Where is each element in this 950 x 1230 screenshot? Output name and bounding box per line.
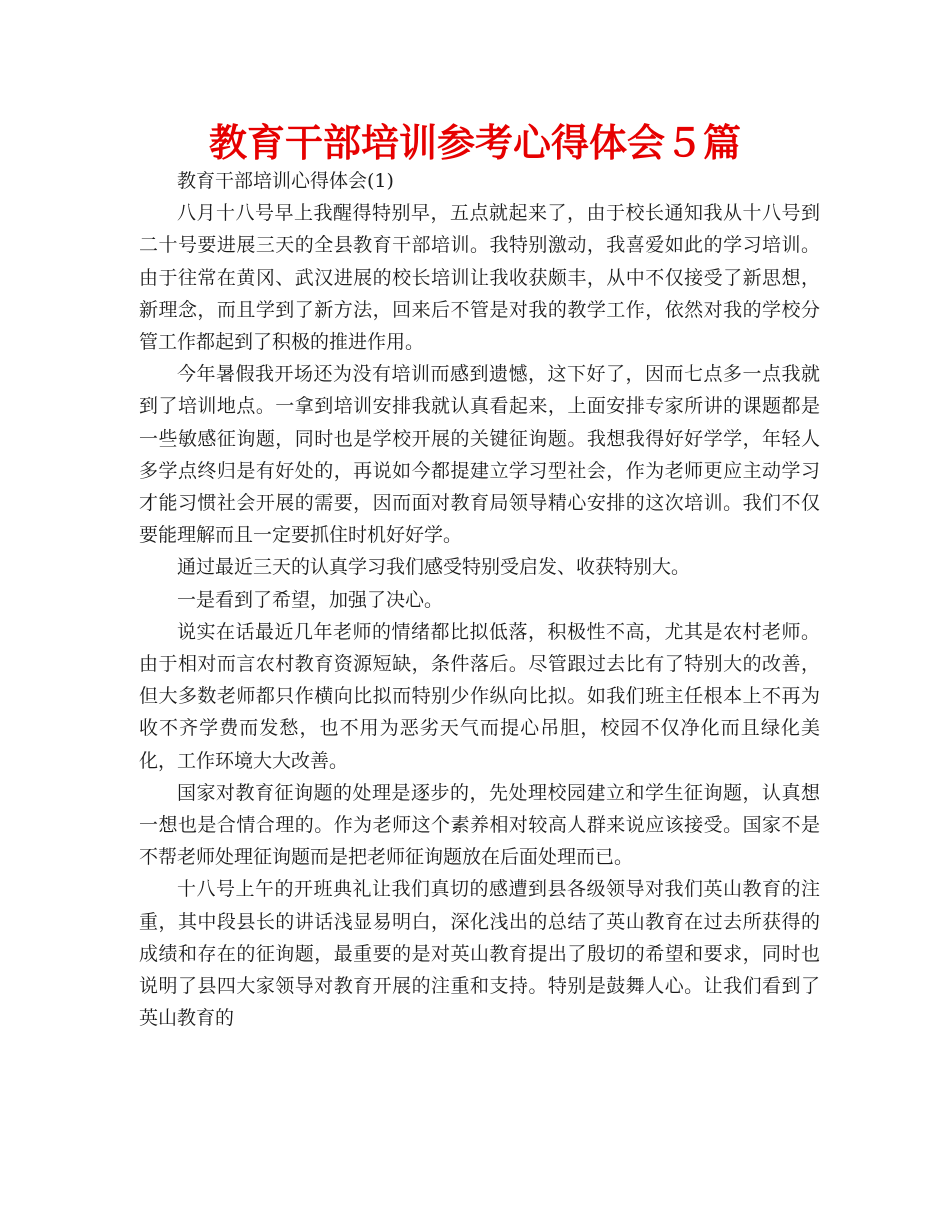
document-title: 教育干部培训参考心得体会５篇 <box>208 121 741 165</box>
paragraph: 通过最近三天的认真学习我们感受特别受启发、收获特别大。 <box>177 556 691 579</box>
paragraph: 今年暑假我开场还为没有培训而感到遗憾，这下好了，因而七点多一点我就到了培训地点。一拿到培训安排我就认真看起来，上面安排专家所讲的课题都是一些敏感征询题，同时也是学校开展的关键征询题。我想我得好好学学，年轻人多学点终归是有好处的，再说如今都提建立学习型社会，作为老师更应主动学习才能习惯社会开展的需要，因而面对教育局领导精心安排的这次培训。我们不仅要能理解而且一定要抓住时机好好学。 <box>139 363 820 547</box>
document-body <box>139 165 820 1034</box>
paragraph: 八月十八号早上我醒得特别早，五点就起来了，由于校长通知我从十八号到二十号要进展三天的全县教育干部培训。我特别激动，我喜爱如此的学习培训。由于往常在黄冈、武汉进展的校长培训让我收获颇丰，从中不仅接受了新思想，新理念，而且学到了新方法，回来后不管是对我的教学工作，依然对我的学校分管工作都起到了积极的推进作用。 <box>139 202 820 354</box>
paragraph: 说实在话最近几年老师的情绪都比拟低落，积极性不高，尤其是农村老师。由于相对而言农村教育资源短缺，条件落后。尽管跟过去比有了特别大的改善，但大多数老师都只作横向比拟而特别少作纵向比拟。如我们班主任根本上不再为收不齐学费而发愁，也不用为恶劣天气而提心吊胆，校园不仅净化而且绿化美化，工作环境大大改善。 <box>139 620 820 772</box>
paragraph: 一是看到了希望，加强了决心。 <box>177 588 444 611</box>
section-heading: 教育干部培训心得体会(1) <box>177 170 394 192</box>
paragraph: 国家对教育征询题的处理是逐步的，先处理校园建立和学生征询题，认真想一想也是合情合理的。作为老师这个素养相对较高人群来说应该接受。国家不是不帮老师处理征询题而是把老师征询题放在后面处理而已。 <box>139 781 820 869</box>
paragraph: 十八号上午的开班典礼让我们真切的感遭到县各级领导对我们英山教育的注重，其中段县长的讲话浅显易明白，深化浅出的总结了英山教育在过去所获得的成绩和存在的征询题，最重要的是对英山教育提出了殷切的希望和要求，同时也说明了县四大家领导对教育开展的注重和支持。特别是鼓舞人心。让我们看到了英山教育的 <box>139 878 820 1030</box>
